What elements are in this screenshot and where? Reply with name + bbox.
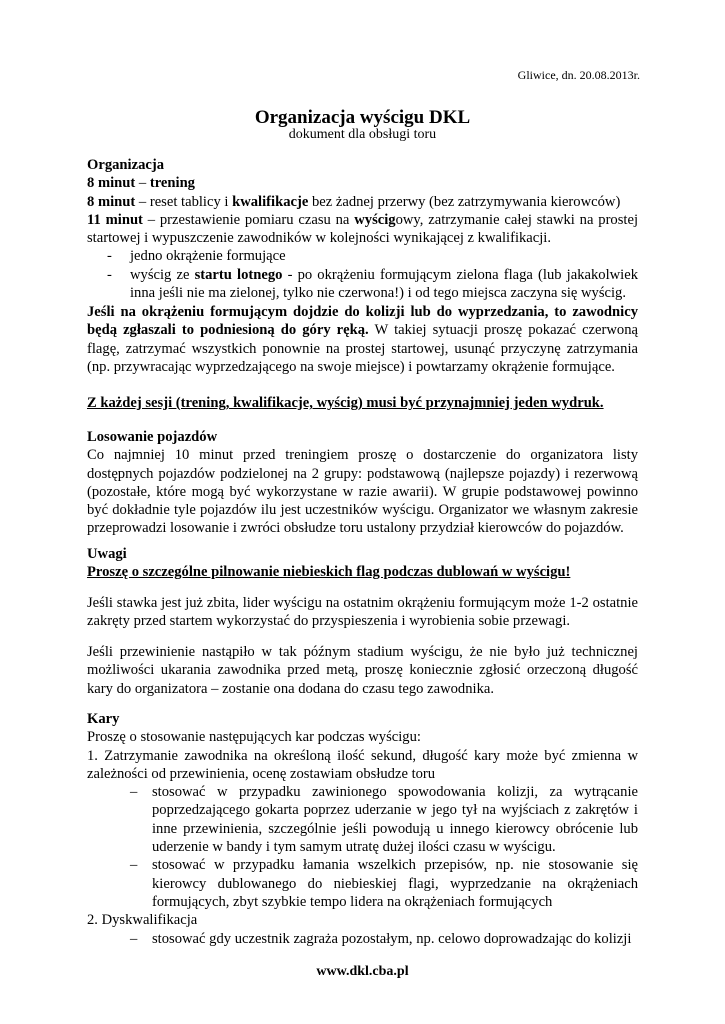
section-collision bbox=[87, 303, 638, 376]
race-start-list bbox=[87, 247, 638, 302]
penalty-1-sublist bbox=[87, 783, 638, 911]
kary-intro: Proszę o stosowanie następujących kar podczas wyścigu: bbox=[87, 729, 421, 746]
race-setup-paragraph: 11 minut – przestawienie pomiaru czasu na wyścigowy, zatrzymanie całej stawki na prostej startowej i wypuszczenie zawodników w kolejności wynikającej z kwalifikacji. bbox=[87, 211, 638, 247]
losowanie-paragraph: Co najmniej 10 minut przed treningiem proszę o dostarczenie do organizatora listy dostępnych pojazdów podzielonej na 2 grupy: podstawową (najlepsze pojazdy) i rezerwową (pozostałe, które mogą być wykorzystane w razie awarii). W grupie podstawowej powinno być dokładnie tyle pojazdów ilu jest uczestników wyścigu. Organizator we własnym zakresie przeprowadzi losowanie i zwróci obsłudze toru ustalony przydział kierowców do pojazdów. bbox=[87, 447, 638, 537]
printout-note: Z każdej sesji (trening, kwalifikacje, wyścig) musi być przynajmniej jeden wydruk. bbox=[87, 395, 604, 411]
training-line: 8 minut – trening bbox=[87, 175, 195, 192]
blue-flag-note: Proszę o szczególne pilnowanie niebieskich flag podczas dublowań w wyścigu! bbox=[87, 564, 571, 581]
document-title: Organizacja wyścigu DKL bbox=[254, 107, 471, 128]
section-uwagi bbox=[87, 545, 638, 582]
collision-paragraph: Jeśli na okrążeniu formującym dojdzie do kolizji lub do wyprzedzania, to zawodnicy będą zgłaszali to podniesioną do góry ręką. W takiej sytuacji proszę pokazać czerwoną flagę, zatrzymać wszystkich ponownie na prostej startowej, usunąć przyczynę zatrzymania (np. przywracając wyprzedzającego na swoje miejsce) i powtarzamy okrążenie formujące. bbox=[87, 304, 638, 375]
uwagi-paragraph-2: Jeśli przewinienie nastąpiło w tak późnym stadium wyścigu, że nie było już technicznej możliwości ukarania zawodnika przed metą, proszę koniecznie zgłosić orzeczoną długość kary do organizatora – zostanie ona dodana do czasu tego zawodnika. bbox=[87, 644, 638, 697]
document-subtitle: dokument dla obsługi toru bbox=[288, 127, 437, 142]
list-item: - jedno okrążenie formujące bbox=[107, 248, 286, 265]
section-heading-losowanie: Losowanie pojazdów bbox=[87, 429, 218, 445]
list-item: – stosować gdy uczestnik zagraża pozostałym, np. celowo doprowadzając do kolizji bbox=[130, 930, 632, 947]
list-item: - wyścig ze startu lotnego - po okrążeniu formującym zielona flaga (lub jakakolwiek inna jeśli nie ma zielonej, tylko nie czerwona!) i od tego miejsca zaczyna się wyścig. bbox=[107, 266, 638, 302]
qualification-line: 8 minut – reset tablicy i kwalifikacje bez żadnej przerwy (bez zatrzymywania kierowców) bbox=[87, 193, 621, 210]
penalty-item-2: 2. Dyskwalifikacja bbox=[87, 912, 198, 929]
list-item: – stosować w przypadku zawinionego spowodowania kolizji, za wytrącanie poprzedzającego gokarta poprzez uderzanie w jego tył na wyjściach z zakrętów i inne przewinienia, szczególnie jeśli powodują u innego kierowcy obrócenie lub uderzenie w bandy i tym samym utratę dużej ilości czasu w wyścigu. bbox=[130, 784, 638, 856]
penalty-2-sublist bbox=[87, 930, 638, 948]
section-heading-uwagi: Uwagi bbox=[87, 546, 127, 562]
section-organizacja bbox=[87, 156, 638, 302]
penalty-item-1: 1. Zatrzymanie zawodnika na określoną ilość sekund, długość kary może być zmienna w zależności od przewinienia, ocenę zostawiam obsłudze toru bbox=[87, 747, 638, 782]
list-item: – stosować w przypadku łamania wszelkich przepisów, np. nie stosowanie się kierowcy dublowanego do niebieskiej flagi, wyprzedzanie na okrążeniach formujących, zbyt szybkie tempo lidera na okrążeniach formujących bbox=[130, 857, 638, 910]
document-date: Gliwice, dn. 20.08.2013r. bbox=[517, 68, 640, 82]
section-kary bbox=[87, 710, 638, 948]
uwagi-paragraph-1: Jeśli stawka jest już zbita, lider wyścigu na ostatnim okrążeniu formującym może 1-2 ostatnie zakręty przed startem wykorzystać do przyspieszenia i wyrobienia sobie przewagi. bbox=[87, 595, 638, 630]
section-heading-kary: Kary bbox=[87, 711, 120, 727]
section-heading-organizacja: Organizacja bbox=[87, 157, 165, 173]
footer-website-link[interactable]: www.dkl.cba.pl bbox=[316, 964, 409, 979]
section-losowanie bbox=[87, 428, 638, 538]
